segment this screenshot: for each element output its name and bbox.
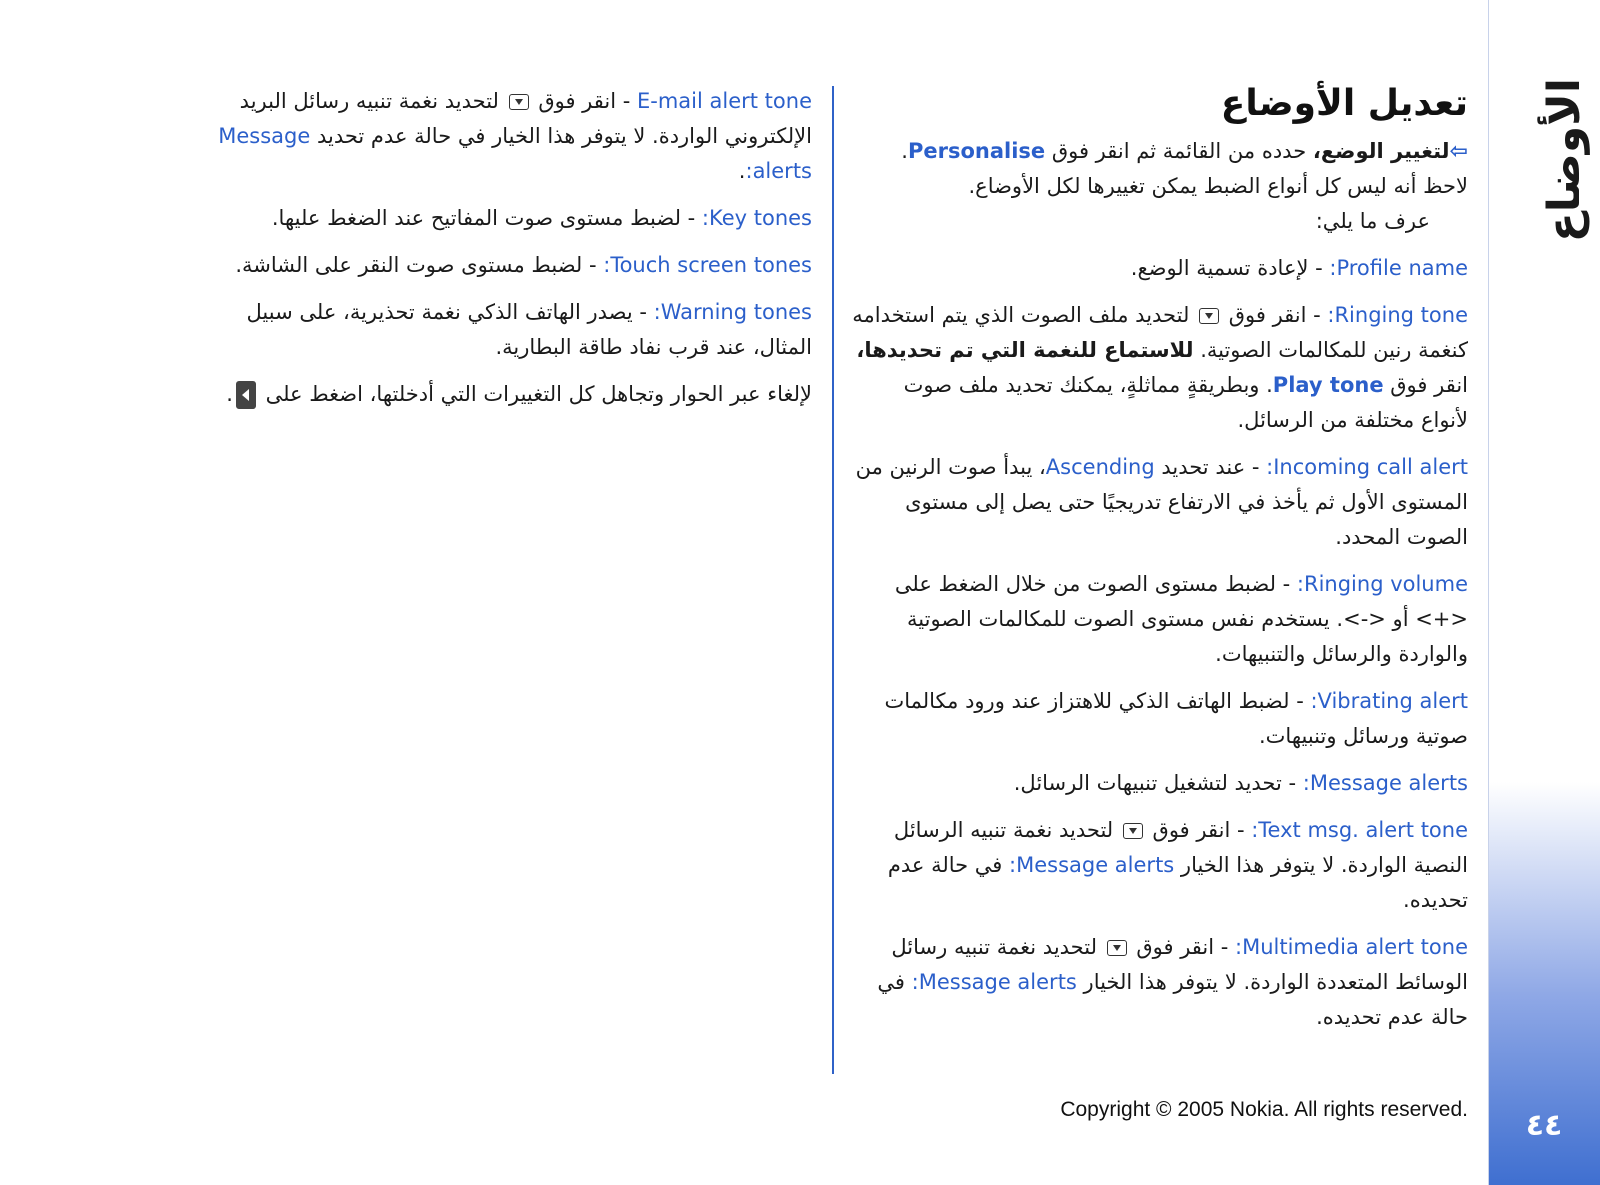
setting-text-msg-alert-tone: Text msg. alert tone: - انقر فوق لتحديد نغمة تنبيه الرسائل النصية الواردة. لا يتوفر هذا الخيار Message alerts: في حالة عدم تحديده. [887, 818, 1468, 912]
setting-message-alerts: Message alerts: - تحديد لتشغيل تنبيهات الرسائل. [1013, 771, 1468, 795]
setting-incoming-call-alert: Incoming call alert: - عند تحديد Ascending، يبدأ صوت الرنين من المستوى الأول ثم يأخذ في الارتفاع تدريجيًا حتى يصل إلى مستوى الصوت المحدد. [855, 455, 1468, 549]
undo-note: لإلغاء عبر الحوار وتجاهل كل التغييرات التي أدخلتها، اضغط على . [190, 377, 812, 412]
sidebar [1488, 0, 1600, 1185]
personalise-option: Personalise [907, 139, 1046, 163]
navi-key-icon [1199, 308, 1219, 324]
setting-key-tones: Key tones: - لضبط مستوى صوت المفاتيح عند الضغط عليها. [271, 206, 812, 230]
setting-vibrating-alert: Vibrating alert: - لضبط الهاتف الذكي للاهتزاز عند ورود مكالمات صوتية ورسائل وتنبيهات. [884, 689, 1468, 748]
setting-warning-tones: Warning tones: - يصدر الهاتف الذكي نغمة تحذيرية، على سبيل المثال، عند قرب نفاد طاقة البطارية. [246, 300, 812, 359]
navi-key-icon [1123, 823, 1143, 839]
column-divider [832, 86, 834, 1074]
setting-ringing-tone: Ringing tone: - انقر فوق لتحديد ملف الصوت الذي يتم استخدامه كنغمة رنين للمكالمات الصوتية. للاستماع للنغمة التي تم تحديدها، انقر فوق Play tone. وبطريقةٍ مماثلةٍ، يمكنك تحديد ملف صوت لأنواع مختلفة من الرسائل. [852, 303, 1468, 432]
intro-paragraph: ⇦لتغيير الوضع، حدده من القائمة ثم انقر فوق Personalise. لاحظ أنه ليس كل أنواع الضبط يمكن تغييرها لكل الأوضاع. عرف ما يلي: [901, 139, 1468, 233]
setting-multimedia-alert-tone: Multimedia alert tone: - انقر فوق لتحديد نغمة تنبيه رسائل الوسائط المتعددة الواردة. لا يتوفر هذا الخيار Message alerts: في حالة عدم تحديده. [877, 935, 1468, 1029]
left-key-icon [236, 381, 256, 409]
setting-touch-screen-tones: Touch screen tones: - لضبط مستوى صوت النقر على الشاشة. [235, 253, 812, 277]
play-tone-option: Play tone [1272, 373, 1384, 397]
navi-key-icon [1107, 940, 1127, 956]
left-column [190, 84, 812, 424]
right-column [850, 80, 1468, 1047]
setting-email-alert-tone: E-mail alert tone - انقر فوق لتحديد نغمة تنبيه رسائل البريد الإلكتروني الواردة. لا يتوفر هذا الخيار في حالة عدم تحديد Message alerts:. [218, 89, 812, 183]
navi-key-icon [509, 94, 529, 110]
copyright-notice: Copyright © 2005 Nokia. All rights reserved. [1060, 1098, 1468, 1121]
setting-profile-name: Profile name: - لإعادة تسمية الوضع. [1130, 256, 1468, 280]
chapter-title: الأوضاع [1539, 78, 1590, 243]
page-number: ٤٤ [1525, 1108, 1563, 1143]
back-arrow-icon: ⇦ [1449, 139, 1468, 164]
setting-ringing-volume: Ringing volume: - لضبط مستوى الصوت من خلال الضغط على <+> أو <->. يستخدم نفس مستوى الصوت للمكالمات الصوتية والواردة والرسائل والتنبيهات. [894, 572, 1468, 666]
page-title: تعديل الأوضاع [1220, 83, 1468, 124]
